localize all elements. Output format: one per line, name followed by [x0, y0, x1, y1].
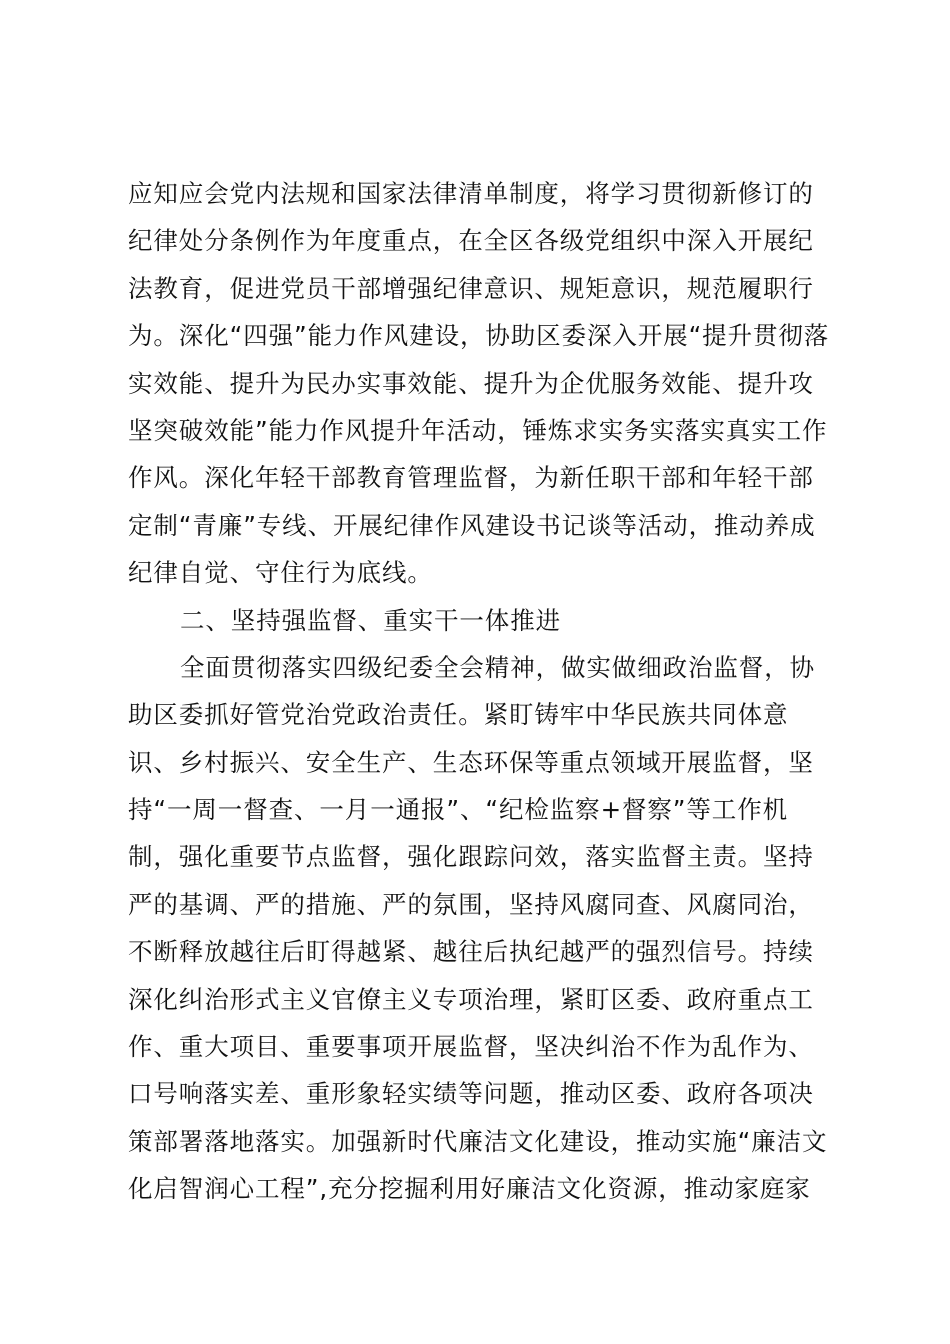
text-line: 化启智润心工程”,充分挖掘利用好廉洁文化资源，推动家庭家	[128, 1174, 811, 1204]
text-line: 持“一周一督查、一月一通报”、“纪检监察+督察”等工作机	[128, 795, 788, 825]
text-line: 应知应会党内法规和国家法律清单制度，将学习贯彻新修订的	[128, 179, 814, 208]
text-line: 纪律自觉、守住行为底线。	[128, 558, 433, 588]
text-line: 纪律处分条例作为年度重点，在全区各级党组织中深入开展纪	[128, 226, 814, 256]
text-line: 实效能、提升为民办实事效能、提升为企优服务效能、提升攻	[128, 368, 814, 398]
text-line: 严的基调、严的措施、严的氛围，坚持风腐同查、风腐同治，	[128, 889, 814, 919]
text-line: 坚突破效能”能力作风提升年活动，锤炼求实务实落实真实工作	[128, 415, 828, 445]
text-line: 制，强化重要节点监督，强化跟踪问效，落实监督主责。坚持	[128, 842, 814, 872]
text-line: 法教育，促进党员干部增强纪律意识、规矩意识，规范履职行	[128, 273, 814, 303]
text-line: 口号响落实差、重形象轻实绩等问题，推动区委、政府各项决	[128, 1079, 814, 1109]
text-line: 不断释放越往后盯得越紧、越往后执纪越严的强烈信号。持续	[128, 937, 814, 967]
text-line: 策部署落地落实。加强新时代廉洁文化建设，推动实施“廉洁文	[128, 1126, 828, 1156]
body-text	[128, 170, 828, 1213]
text-line: 作风。深化年轻干部教育管理监督，为新任职干部和年轻干部	[128, 463, 814, 493]
section-heading: 二、坚持强监督、重实干一体推进	[180, 605, 561, 635]
text-line: 作、重大项目、重要事项开展监督，坚决纠治不作为乱作为、	[128, 1032, 814, 1062]
text-line: 深化纠治形式主义官僚主义专项治理，紧盯区委、政府重点工	[128, 984, 814, 1014]
text-line: 全面贯彻落实四级纪委全会精神，做实做细政治监督，协	[180, 652, 815, 682]
text-line: 助区委抓好管党治党政治责任。紧盯铸牢中华民族共同体意	[128, 700, 789, 730]
text-line: 识、乡村振兴、安全生产、生态环保等重点领域开展监督，坚	[128, 747, 814, 777]
text-line: 定制“青廉”专线、开展纪律作风建设书记谈等活动，推动养成	[128, 510, 816, 540]
text-line: 为。深化“四强”能力作风建设，协助区委深入开展“提升贯彻落	[128, 321, 830, 351]
